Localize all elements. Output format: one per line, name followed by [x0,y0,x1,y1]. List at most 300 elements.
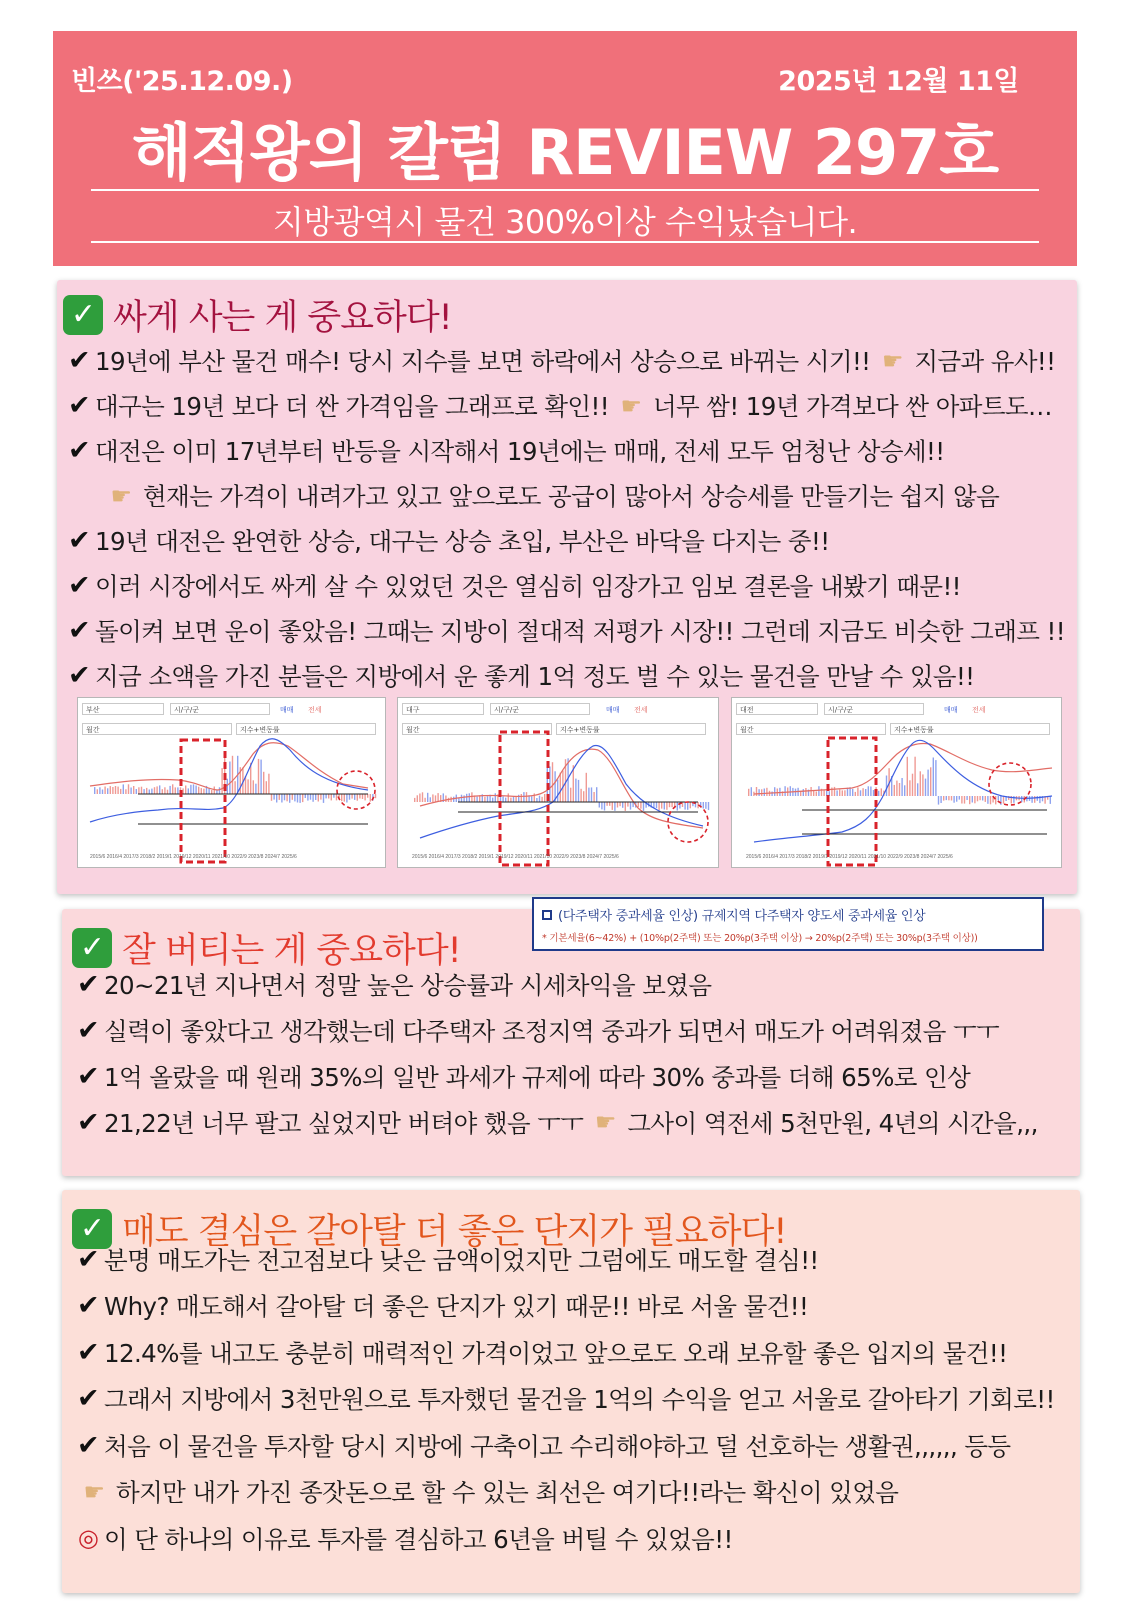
change-rate-bar [982,796,983,801]
change-rate-bar [185,786,186,795]
tax-notice [532,897,1044,951]
list-item [72,1236,1055,1283]
index-chart-busan [77,697,386,868]
change-rate-bar [974,796,975,803]
change-rate-bar [299,794,300,803]
change-rate-bar [117,787,118,794]
change-rate-bar [169,786,170,794]
bullet-text: 하지만 내가 가진 종잣돈으로 할 수 있는 최선은 여기다!!라는 확신이 있었음 [116,1478,899,1508]
tax-notice-detail: * 기본세율(6~42%) + (10%p(2주택) 또는 20%p(3주택 이상) → 20%p(2주택) 또는 30%p(3주택 이상)) [542,933,978,944]
change-rate-bar [857,787,858,796]
change-rate-bar [855,792,856,796]
change-rate-bar [221,768,222,794]
change-rate-bar [104,787,105,795]
change-rate-bar [417,795,418,802]
change-rate-bar [927,770,928,796]
check-mark-icon: ✔ [76,1243,100,1275]
change-rate-bar [219,787,220,794]
bullet-list [72,961,1038,1145]
list-item [63,338,1065,383]
change-rate-bar [619,802,620,806]
change-rate-bar [1031,796,1032,803]
bullet-text-after: 지금과 유사!! [914,347,1056,376]
svg-text:2015/6 2016/4 2017/3 2018/2: 2015/6 2016/4 2017/3 2018/2 2019/1 2019/12 2020/11 2021/10 2022/9 2023/8 2024/7 2025/6 [90,854,297,860]
check-mark-icon: ✔ [76,1060,100,1092]
bullet-text: 19년 대전은 완연한 상승, 대구는 상승 초입, 부산은 바닥을 다지는 중!! [95,527,830,556]
change-rate-bar [948,796,949,800]
change-rate-bar [115,786,116,794]
change-rate-bar [609,802,610,806]
change-rate-bar [751,787,752,796]
target-icon: ◎ [77,1524,99,1553]
bullet-text-after: 너무 쌈! 19년 가격보다 싼 아파트도… [652,392,1052,421]
change-rate-bar [120,789,121,794]
change-rate-bar [523,792,524,802]
highlight-circle [989,763,1031,805]
change-rate-bar [805,788,806,796]
change-rate-bar [969,796,970,804]
change-rate-bar [476,797,477,802]
section-title [63,290,452,340]
change-rate-bar [469,793,470,802]
change-rate-bar [638,802,639,807]
change-rate-bar [502,796,503,802]
change-rate-bar [484,797,485,802]
list-item [72,1007,1038,1053]
change-rate-bar [266,781,267,794]
header-divider-top [91,189,1039,191]
bullet-text-after: 그사이 역전세 5천만원, 4년의 시간을,,, [627,1108,1038,1138]
change-rate-bar [263,772,264,794]
change-rate-bar [333,794,334,798]
change-rate-bar [627,802,628,807]
section-hold-on [62,909,1080,1176]
change-rate-bar [422,792,423,802]
bullet-text: 19년에 부산 물건 매수! 당시 지수를 보면 하락에서 상승으로 바뀌는 시기!! [95,347,871,376]
change-rate-bar [995,796,996,804]
change-rate-bar [162,789,163,794]
change-rate-bar [813,791,814,796]
change-rate-bar [110,786,111,794]
change-rate-bar [427,793,428,802]
change-rate-bar [764,789,765,797]
highlight-circle [337,771,375,809]
change-rate-bar [471,792,472,802]
change-rate-bar [541,797,542,802]
change-rate-bar [328,794,329,799]
change-rate-bar [492,798,493,802]
chart-district-select: 시/구/군 [828,706,854,714]
change-rate-bar [487,796,488,802]
change-rate-bar [182,788,183,794]
change-rate-bar [177,787,178,794]
change-rate-bar [1037,796,1038,801]
change-rate-bar [661,802,662,809]
change-rate-bar [622,802,623,808]
change-rate-bar [938,796,939,805]
change-rate-bar [920,771,921,796]
change-rate-bar [198,787,199,794]
list-item [72,1329,1055,1376]
bullet-text: 이 단 하나의 이유로 투자를 결심하고 6년을 버틸 수 있었음!! [104,1524,733,1554]
bullet-list [72,1236,1055,1562]
change-rate-bar [658,802,659,810]
change-rate-bar [852,789,853,796]
change-rate-bar [521,794,522,802]
change-rate-bar [336,794,337,800]
list-item [72,961,1038,1007]
change-rate-bar [836,790,837,796]
check-mark-icon: ✔ [67,525,91,556]
change-rate-bar [847,788,848,796]
section-title-text: 매도 결심은 갈아탈 더 좋은 단지가 필요하다! [122,1212,787,1252]
chart-plot [78,698,387,869]
check-mark-icon: ✔ [67,660,91,691]
change-rate-bar [708,802,709,810]
list-item [63,473,1065,518]
change-rate-bar [1050,796,1051,804]
change-rate-bar [232,756,233,794]
change-rate-bar [560,773,561,802]
change-rate-bar [756,787,757,796]
change-rate-bar [795,789,796,796]
source-label: 빈쓰('25.12.09.) [71,66,293,97]
legend-rent: 전세 [308,706,322,714]
change-rate-bar [617,802,618,808]
change-rate-bar [803,789,804,796]
change-rate-bar [870,787,871,797]
check-box-icon: ✓ [63,295,103,335]
change-rate-bar [351,794,352,799]
change-rate-bar [940,796,941,803]
change-rate-bar [331,794,332,800]
check-mark-icon: ✔ [76,1290,100,1322]
bullet-text: 처음 이 물건을 투자할 당시 지방에 구축이고 수리해야하고 덜 선호하는 생활권,,,,,, 등등 [104,1431,1011,1461]
change-rate-bar [705,802,706,809]
change-rate-bar [544,794,545,802]
list-item [72,1422,1055,1469]
bullet-text: 이러 시장에서도 싸게 살 수 있었던 것은 열심히 임장가고 임보 결론을 내봤기 때문!! [95,572,961,601]
change-rate-bar [784,786,785,796]
change-rate-bar [930,767,931,796]
bullet-text: Why? 매도해서 갈아탈 더 좋은 단지가 있기 때문!! 바로 서울 물건!! [104,1292,809,1322]
change-rate-bar [188,788,189,794]
change-rate-bar [593,792,594,802]
section-sell-decision [62,1190,1080,1593]
change-rate-bar [703,802,704,809]
pointing-hand-icon: ☛ [594,1108,616,1136]
chart-type-select: 지수+변동률 [560,726,600,734]
change-rate-bar [253,780,254,794]
change-rate-bar [292,794,293,800]
change-rate-bar [349,794,350,800]
page-title: 해적왕의 칼럼 REVIEW 297호 [131,116,999,189]
publish-date: 2025년 12월 11일 [778,66,1019,97]
change-rate-bar [966,796,967,800]
change-rate-bar [424,798,425,802]
change-rate-bar [552,762,553,802]
chart-plot [732,698,1063,869]
change-rate-bar [318,794,319,802]
page-subtitle: 지방광역시 물건 300%이상 수익났습니다. [272,203,858,241]
change-rate-bar [513,796,514,802]
legend-sale: 매매 [944,706,958,714]
change-rate-bar [894,785,895,796]
pointing-hand-icon: ☛ [83,1477,105,1506]
change-rate-bar [774,787,775,796]
bullet-text: 그래서 지방에서 3천만원으로 투자했던 물건을 1억의 수익을 얻고 서울로 갈아타기 기회로!! [104,1385,1055,1415]
highlight-box [181,740,225,862]
change-rate-bar [914,757,915,796]
change-rate-bar [463,795,464,802]
change-rate-bar [1013,796,1014,803]
index-chart-row [77,697,1062,868]
change-rate-bar [844,790,845,796]
change-rate-bar [697,802,698,808]
pointing-hand-icon: ☛ [620,391,642,420]
change-rate-bar [364,794,365,800]
change-rate-bar [414,798,415,802]
change-rate-bar [959,796,960,800]
change-rate-bar [146,788,147,794]
change-rate-bar [531,797,532,803]
change-rate-bar [430,797,431,802]
change-rate-bar [268,774,269,794]
change-rate-bar [985,796,986,802]
list-item [72,1515,1055,1562]
change-rate-bar [432,794,433,802]
bullet-text: 분명 매도가는 전고점보다 낮은 금액이었지만 그럼에도 매도할 결심!! [104,1245,819,1275]
change-rate-bar [344,794,345,802]
list-item [72,1053,1038,1099]
change-rate-bar [297,794,298,803]
section-buy-cheap [57,280,1077,894]
list-item [63,518,1065,563]
change-rate-bar [925,779,926,796]
change-rate-bar [354,794,355,800]
change-rate-bar [943,796,944,801]
change-rate-bar [951,796,952,801]
change-rate-bar [302,794,303,802]
change-rate-bar [771,792,772,797]
change-rate-bar [860,790,861,796]
change-rate-bar [461,795,462,802]
list-item [72,1469,1055,1516]
rent-index-line [90,743,368,790]
change-rate-bar [690,802,691,808]
pointing-hand-icon: ☛ [881,346,903,375]
change-rate-bar [656,802,657,808]
change-rate-bar [881,788,882,796]
change-rate-bar [164,787,165,794]
change-rate-bar [664,802,665,810]
list-item [72,1376,1055,1423]
svg-text:2015/6 2016/4 2017/3 2018/2: 2015/6 2016/4 2017/3 2018/2 2019/1 2019/12 2020/11 2021/10 2022/9 2023/8 2024/7 2025/6 [412,854,619,860]
change-rate-bar [190,785,191,794]
tax-notice-title: (다주택자 중과세율 인상) 규제지역 다주택자 양도세 중과세율 인상 [558,909,926,924]
change-rate-bar [125,789,126,794]
change-rate-bar [977,796,978,801]
chart-type-select: 지수+변동률 [894,726,934,734]
change-rate-bar [669,802,670,807]
change-rate-bar [325,794,326,798]
change-rate-bar [359,794,360,799]
change-rate-bar [357,794,358,801]
change-rate-bar [922,774,923,796]
change-rate-bar [601,802,602,809]
highlight-box [828,738,876,865]
change-rate-bar [367,794,368,798]
change-rate-bar [229,762,230,795]
check-mark-icon: ✔ [76,968,100,1000]
bullet-text: 12.4%를 내고도 충분히 매력적인 가격이었고 앞으로도 오래 보유할 좋은 입지의 물건!! [104,1338,1008,1368]
change-rate-bar [790,786,791,796]
change-rate-bar [933,758,934,797]
change-rate-bar [862,788,863,796]
change-rate-bar [99,787,100,794]
review-header [53,31,1077,266]
change-rate-bar [990,796,991,804]
change-rate-bar [578,780,579,802]
change-rate-bar [886,776,887,797]
change-rate-bar [687,802,688,810]
index-chart-daejeon [731,697,1062,868]
change-rate-bar [917,783,918,796]
change-rate-bar [684,802,685,810]
change-rate-bar [961,796,962,804]
chart-region-select: 대전 [740,706,754,714]
change-rate-bar [97,789,98,794]
change-rate-bar [208,788,209,794]
chart-type-select: 지수+변동률 [240,726,280,734]
legend-rent: 전세 [634,706,648,714]
bullet-text: 지금 소액을 가진 분들은 지방에서 운 좋게 1억 정도 벌 수 있는 물건을 만날 수 있음!! [95,662,975,691]
check-mark-icon: ✔ [67,615,91,646]
chart-district-select: 시/구/군 [174,706,200,714]
change-rate-bar [907,757,908,796]
square-bullet-icon [542,910,552,920]
change-rate-bar [591,787,592,802]
bullet-text: 현재는 가격이 내려가고 있고 앞으로도 공급이 많아서 상승세를 만들기는 쉽지 않음 [143,482,1000,511]
change-rate-bar [554,771,555,802]
change-rate-bar [102,790,103,795]
change-rate-bar [435,795,436,802]
change-rate-bar [964,796,965,804]
change-rate-bar [136,789,137,794]
change-rate-bar [156,786,157,794]
change-rate-bar [677,802,678,811]
change-rate-bar [1003,796,1004,804]
change-rate-bar [570,788,571,802]
bullet-list [63,338,1065,698]
change-rate-bar [289,794,290,803]
change-rate-bar [606,802,607,806]
bullet-text: 실력이 좋았다고 생각했는데 다주택자 조정지역 중과가 되면서 매도가 어려워졌음 ㅜㅜ [104,1016,1000,1046]
bullet-text: 20~21년 지나면서 정말 높은 상승률과 시세차익을 보였음 [104,970,712,1000]
change-rate-bar [800,792,801,796]
bullet-text: 1억 올랐을 때 원래 35%의 일반 과세가 규제에 따라 30% 중과를 더해 65%로 인상 [104,1062,971,1092]
list-item [63,653,1065,698]
legend-rent: 전세 [972,706,986,714]
check-mark-icon: ✔ [76,1383,100,1415]
change-rate-bar [508,793,509,802]
change-rate-bar [998,796,999,800]
change-rate-bar [640,802,641,809]
change-rate-bar [946,796,947,800]
change-rate-bar [437,793,438,802]
change-rate-bar [154,787,155,794]
change-rate-bar [151,789,152,794]
section-title-text: 싸게 사는 게 중요하다! [113,298,452,338]
change-rate-bar [130,788,131,795]
change-rate-bar [419,794,420,803]
change-rate-bar [1034,796,1035,803]
change-rate-bar [320,794,321,800]
change-rate-bar [143,789,144,794]
check-mark-icon: ✔ [67,570,91,601]
change-rate-bar [588,788,589,802]
change-rate-bar [580,789,581,802]
change-rate-bar [375,794,376,798]
chart-region-select: 부산 [86,706,100,714]
change-rate-bar [834,787,835,796]
change-rate-bar [896,781,897,796]
change-rate-bar [953,796,954,803]
change-rate-bar [625,802,626,811]
change-rate-bar [370,794,371,802]
list-item [72,1283,1055,1330]
change-rate-bar [818,786,819,796]
change-rate-bar [346,794,347,803]
change-rate-bar [557,780,558,803]
sale-index-line [420,745,703,838]
change-rate-bar [133,786,134,794]
list-item [63,428,1065,473]
change-rate-bar [279,794,280,800]
chart-period-select: 월간 [740,726,754,734]
legend-sale: 매매 [280,706,294,714]
change-rate-bar [586,773,587,802]
chart-plot [398,698,720,869]
svg-text:2015/6 2016/4 2017/3 2018/2: 2015/6 2016/4 2017/3 2018/2 2019/1 2019/12 2020/11 2021/10 2022/9 2023/8 2024/7 2025/6 [746,854,953,860]
check-mark-icon: ✔ [67,390,91,421]
index-chart-daegu [397,697,719,868]
change-rate-bar [273,794,274,800]
section-title-text: 잘 버티는 게 중요하다! [122,931,461,971]
change-rate-bar [281,794,282,803]
change-rate-bar [630,802,631,810]
bullet-text: 대구는 19년 보다 더 싼 가격임을 그래프로 확인!! [95,392,609,421]
change-rate-bar [666,802,667,810]
change-rate-bar [596,787,597,802]
change-rate-bar [935,760,936,796]
change-rate-bar [816,792,817,797]
check-mark-icon: ✔ [67,345,91,376]
change-rate-bar [307,794,308,801]
change-rate-bar [912,774,913,796]
change-rate-bar [284,794,285,800]
pointing-hand-icon: ☛ [110,481,132,510]
change-rate-bar [510,798,511,802]
change-rate-bar [201,788,202,794]
change-rate-bar [271,794,272,801]
change-rate-bar [515,796,516,802]
change-rate-bar [362,794,363,799]
change-rate-bar [286,794,287,801]
change-rate-bar [909,780,910,796]
change-rate-bar [466,794,467,802]
change-rate-bar [505,798,506,802]
